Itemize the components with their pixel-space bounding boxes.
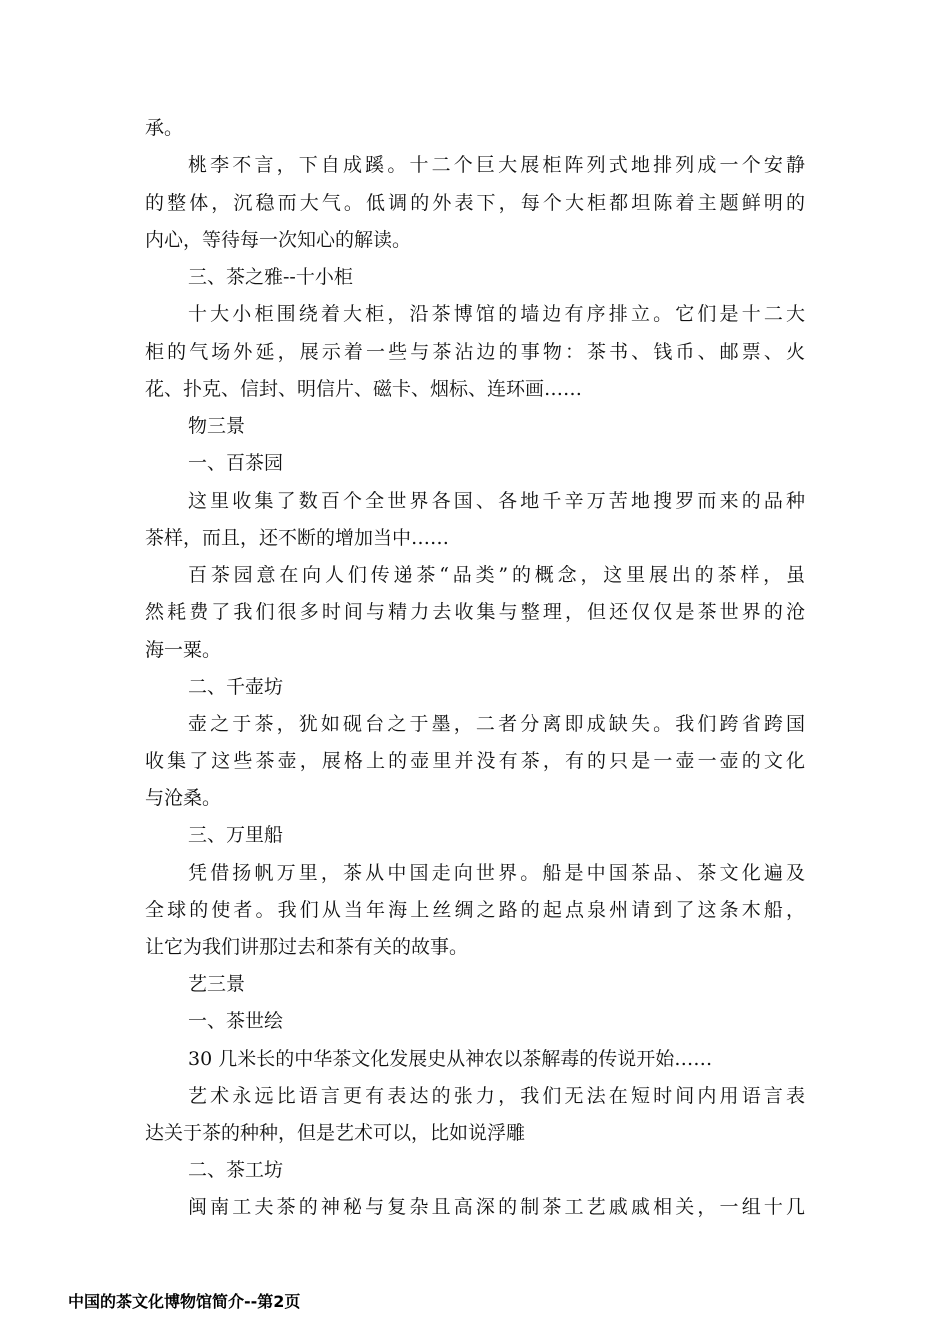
section-heading: 艺三景 xyxy=(188,973,246,995)
section-heading: 二、千壶坊 xyxy=(188,676,284,698)
text-line: 这里收集了数百个全世界各国、各地千辛万苦地搜罗而来的品种 xyxy=(188,490,805,512)
section-heading: 物三景 xyxy=(188,415,246,437)
text-line: 30 几米长的中华茶文化发展史从神农以茶解毒的传说开始…… xyxy=(188,1048,713,1070)
section-heading: 一、茶世绘 xyxy=(188,1010,284,1032)
text-line: 闽南工夫茶的神秘与复杂且高深的制茶工艺戚戚相关，一组十几 xyxy=(188,1196,805,1218)
text-line: 海一粟。 xyxy=(145,639,222,661)
text-line: 让它为我们讲那过去和茶有关的故事。 xyxy=(145,936,469,958)
section-heading: 一、百茶园 xyxy=(188,452,284,474)
section-heading: 三、万里船 xyxy=(188,824,284,846)
text-line: 凭借扬帆万里，茶从中国走向世界。船是中国茶品、茶文化遍及 xyxy=(188,862,805,884)
text-line: 与沧桑。 xyxy=(145,787,222,809)
section-heading: 三、茶之雅--十小柜 xyxy=(188,266,353,288)
section-heading: 二、茶工坊 xyxy=(188,1159,284,1181)
text-line: 然耗费了我们很多时间与精力去收集与整理，但还仅仅是茶世界的沧 xyxy=(145,601,805,623)
text-line: 全球的使者。我们从当年海上丝绸之路的起点泉州请到了这条木船， xyxy=(145,899,805,921)
text-line: 收集了这些茶壶，展格上的壶里并没有茶，有的只是一壶一壶的文化 xyxy=(145,750,805,772)
text-line: 内心，等待每一次知心的解读。 xyxy=(145,229,412,251)
text-line: 达关于茶的种种，但是艺术可以，比如说浮雕 xyxy=(145,1122,526,1144)
text-line: 茶样，而且，还不断的增加当中…… xyxy=(145,527,450,549)
text-line: 百茶园意在向人们传递茶“品类”的概念，这里展出的茶样，虽 xyxy=(188,564,805,586)
text-line: 花、扑克、信封、明信片、磁卡、烟标、连环画…… xyxy=(145,378,583,400)
text-line: 的整体，沉稳而大气。低调的外表下，每个大柜都坦陈着主题鲜明的 xyxy=(145,192,805,214)
text-line: 柜的气场外延，展示着一些与茶沾边的事物：茶书、钱币、邮票、火 xyxy=(145,341,805,363)
text-line: 壶之于茶，犹如砚台之于墨，二者分离即成缺失。我们跨省跨国 xyxy=(188,713,805,735)
page-footer: 中国的茶文化博物馆简介--第2页 xyxy=(68,1292,301,1311)
text-line: 承。 xyxy=(145,117,184,139)
text-line: 艺术永远比语言更有表达的张力，我们无法在短时间内用语言表 xyxy=(188,1085,805,1107)
text-line: 桃李不言，下自成蹊。十二个巨大展柜阵列式地排列成一个安静 xyxy=(188,154,805,176)
text-line: 十大小柜围绕着大柜，沿茶博馆的墙边有序排立。它们是十二大 xyxy=(188,303,805,325)
